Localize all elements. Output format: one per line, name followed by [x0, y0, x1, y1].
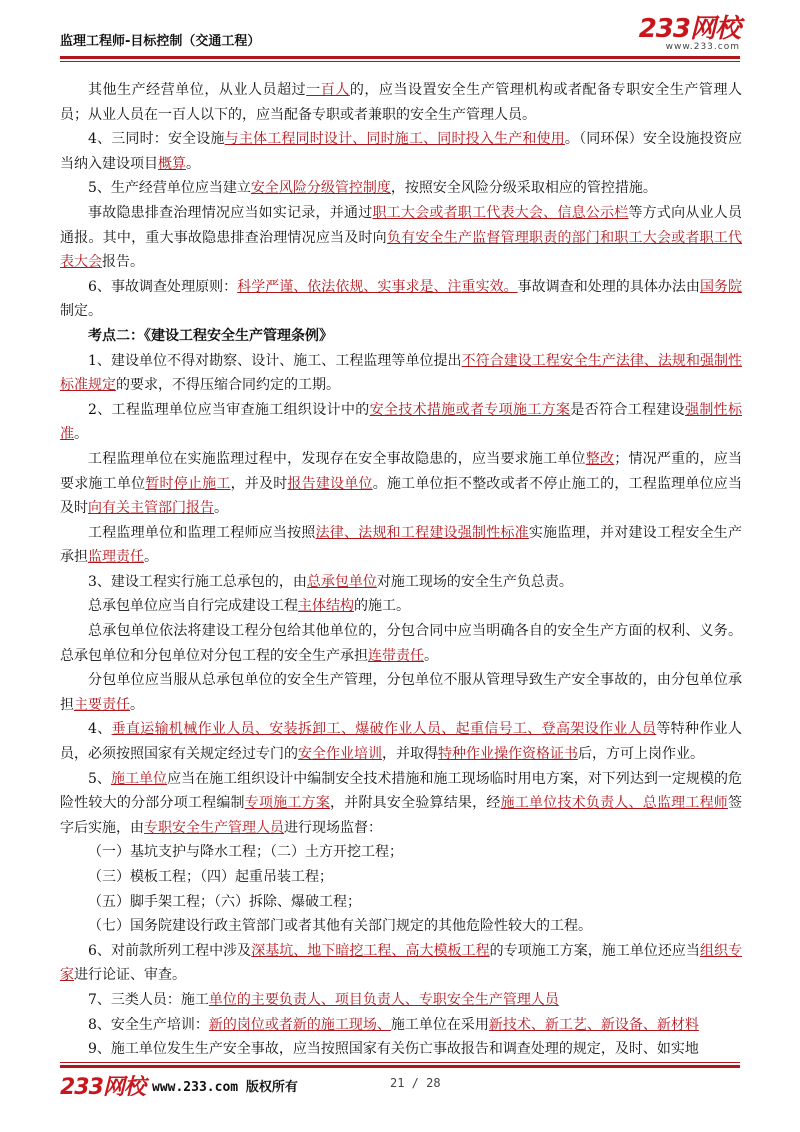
body-text: 事故隐患排查治理情况应当如实记录，并通过 — [88, 204, 373, 221]
brand-logo — [639, 16, 740, 52]
body-text: 等特种作业人员，必须按照国家有关规定经过专门的 — [60, 721, 742, 763]
key-point-text: 法律、法规和工程建设强制性标准 — [315, 524, 529, 541]
body-text: 事故调查和处理的具体办法由 — [517, 278, 700, 295]
paragraph — [60, 201, 742, 275]
paragraph — [60, 127, 742, 176]
paragraph — [60, 521, 742, 570]
paragraph — [60, 1013, 742, 1038]
body-text: 施工单位在采用 — [390, 1016, 489, 1033]
body-text: （三）模板工程；（四）起重吊装工程； — [88, 869, 333, 885]
body-text: 分包单位应当服从总承包单位的安全生产管理，分包单位不服从管理导致生产安全事故的，由分包单位承担 — [60, 672, 742, 713]
body-text: 2、工程监理单位应当审查施工组织设计中的 — [88, 401, 370, 418]
key-point-text: 强制性标准 — [60, 401, 743, 443]
logo-url: www.233.com — [665, 42, 740, 52]
key-point-text: 负有安全生产监督管理职责的部门和职工大会或者职工代表大会 — [60, 229, 743, 271]
key-point-text: 施工单位 — [110, 770, 168, 787]
paragraph — [60, 840, 742, 865]
paragraph — [60, 619, 742, 668]
body-text: 。 — [74, 426, 88, 443]
key-point-text: 施工单位技术负责人、总监理工程师 — [500, 795, 729, 812]
body-text: 3、建设工程实行施工总承包的，由 — [88, 573, 307, 590]
body-text: 等方式向从业人员通报。其中，重大事故隐患排查治理情况应当及时向 — [60, 204, 743, 246]
body-text: 是否符合工程建设 — [570, 401, 686, 418]
body-text: ，并附具安全验算结果，经 — [330, 795, 501, 812]
body-text: 其他生产经营单位，从业人员超过 — [88, 82, 307, 98]
body-text: 。 — [186, 155, 200, 172]
key-point-text: 组织专家 — [60, 942, 743, 984]
body-text: 制定。 — [60, 303, 102, 320]
paragraph — [60, 275, 742, 324]
key-point-text: 安全作业培训 — [298, 746, 382, 763]
key-point-text: 主要责任 — [74, 696, 130, 713]
body-text: ，并取得 — [382, 746, 438, 763]
key-point-text: 国务院 — [699, 278, 742, 295]
copyright-text: www.233.com 版权所有 — [152, 1080, 298, 1095]
paragraph — [60, 890, 742, 915]
body-text: 的，应当设置安全生产管理机构或者配备专职安全生产管理人员；从业人员在一百人以下的，应当配备专职或者兼职的安全生产管理人员。 — [60, 82, 743, 123]
document-title: 监理工程师-目标控制（交通工程） — [60, 34, 261, 49]
body-text: 工程监理单位在实施监理过程中，发现存在安全事故隐患的，应当要求施工单位 — [88, 450, 586, 467]
paragraph — [60, 939, 742, 988]
body-text: ；情况严重的，应当要求施工单位 — [60, 450, 743, 492]
body-text: 5、生产经营单位应当建立 — [88, 180, 251, 197]
body-text: ，并及时 — [230, 475, 288, 492]
body-text: 对施工现场的安全生产负总责。 — [376, 573, 573, 590]
key-point-text: 暂时停止施工 — [145, 475, 231, 492]
paragraph — [60, 570, 742, 595]
footer-logo: 233网校 — [60, 1075, 145, 1100]
body-text: 。 — [130, 696, 144, 713]
body-text: 4、三同时：安全设施 — [88, 131, 225, 148]
body-text: 的要求，不得压缩合同约定的工期。 — [116, 377, 340, 394]
body-text: 的专项施工方案，施工单位还应当 — [489, 942, 700, 959]
header-rule — [60, 56, 740, 59]
body-text: 7、三类人员：施工 — [88, 991, 209, 1008]
key-point-text: 专职安全生产管理人员 — [144, 819, 284, 836]
footer-rule-thin — [60, 1062, 740, 1063]
key-point-text: 新技术、新工艺、新设备、新材料 — [488, 1016, 699, 1033]
key-point-text: 职工大会或者职工代表大会、信息公示栏 — [372, 204, 629, 221]
key-point-text: 不符合建设工程安全生产法律、法规和强制性标准规定 — [60, 352, 743, 394]
paragraph — [60, 176, 742, 201]
key-point-text: 主体结构 — [298, 598, 354, 615]
body-text: 实施监理，并对建设工程安全生产承担 — [60, 524, 743, 566]
body-text: 。 — [214, 500, 228, 517]
body-text: 4、 — [88, 721, 112, 738]
paragraph — [60, 349, 742, 398]
body-text: 报告。 — [102, 254, 144, 271]
paragraph — [60, 1037, 742, 1062]
body-text: （七）国务院建设行政主管部门或者其他有关部门规定的其他危险性较大的工程。 — [88, 918, 592, 935]
key-point-text: 安全风险分级管控制度 — [250, 180, 391, 197]
key-point-text: 垂直运输机械作业人员、安装拆卸工、爆破作业人员、起重信号工、登高架设作业人员 — [111, 721, 657, 738]
key-point-text: 与主体工程同时设计、同时施工、同时投入生产和使用 — [224, 131, 565, 148]
key-point-text: 新的岗位或者新的施工现场、 — [208, 1016, 391, 1033]
paragraph — [60, 717, 742, 766]
body-text: 6、事故调查处理原则： — [88, 278, 238, 295]
page-footer — [60, 1064, 740, 1104]
key-point-text: 监理责任 — [88, 549, 144, 566]
key-point-text: 科学严谨、依法依规、实事求是、注重实效。 — [237, 278, 518, 295]
body-text: （五）脚手架工程；（六）拆除、爆破工程； — [88, 893, 361, 910]
body-text: 5、 — [88, 770, 111, 787]
body-text: 后，方可上岗作业。 — [578, 746, 704, 763]
paragraph — [60, 988, 742, 1013]
key-point-text: 报告建设单位 — [287, 475, 373, 492]
paragraph — [60, 78, 742, 127]
body-text: （一）基坑支护与降水工程；（二）土方开挖工程； — [88, 844, 403, 861]
body-text: 签字后实施，由 — [60, 795, 743, 836]
body-text: 工程监理单位和监理工程师应当按照 — [88, 524, 316, 541]
document-body — [60, 78, 742, 1062]
body-text: 9、施工单位发生生产安全事故，应当按照国家有关伤亡事故报告和调查处理的规定，及时、如实地 — [88, 1041, 699, 1058]
key-point-text: 总承包单位 — [306, 573, 377, 590]
header-rule-thin — [60, 61, 740, 62]
logo-text: 233网校 — [638, 14, 740, 44]
body-text: 总承包单位应当自行完成建设工程 — [88, 598, 298, 615]
body-text: 。 — [424, 647, 438, 664]
key-point-text: 特种作业操作资格证书 — [438, 746, 578, 763]
paragraph — [60, 398, 742, 447]
paragraph — [60, 324, 742, 349]
key-point-text: 向有关主管部门报告 — [88, 500, 214, 517]
key-point-text: 一百人 — [306, 82, 350, 98]
page-number: 21 / 28 — [390, 1076, 441, 1090]
body-text: 总承包单位依法将建设工程分包给其他单位的，分包合同中应当明确各自的安全生产方面的权利、义务。总承包单位和分包单位对分包工程的安全生产承担 — [60, 623, 742, 664]
key-point-text: 概算 — [158, 155, 186, 172]
paragraph — [60, 865, 742, 890]
body-text: 。施工单位拒不整改或者不停止施工的，工程监理单位应当及时 — [60, 475, 743, 517]
key-point-text: 整改 — [585, 450, 615, 467]
body-text: 。（同环保）安全设施投资应当纳入建设项目 — [60, 131, 742, 172]
body-text: 的施工。 — [354, 598, 410, 615]
body-text: 进行论证、审查。 — [74, 967, 186, 984]
body-text: 6、对前款所列工程中涉及 — [88, 942, 252, 959]
key-point-text: 单位的主要负责人、项目负责人、专职安全生产管理人员 — [208, 991, 559, 1008]
key-point-text: 安全技术措施或者专项施工方案 — [369, 401, 571, 418]
body-text: 应当在施工组织设计中编制安全技术措施和施工现场临时用电方案，对下列达到一定规模的危险性较大的分部分项工程编制 — [60, 770, 742, 812]
key-point-text: 深基坑、地下暗挖工程、高大模板工程 — [251, 942, 490, 959]
body-text: 1、建设单位不得对勘察、设计、施工、工程监理等单位提出 — [88, 352, 462, 369]
paragraph — [60, 447, 742, 521]
paragraph — [60, 594, 742, 619]
paragraph — [60, 767, 742, 841]
page-header — [60, 16, 740, 56]
key-point-text: 专项施工方案 — [244, 795, 331, 812]
body-text: 进行现场监督： — [284, 819, 382, 836]
body-text: ，按照安全风险分级采取相应的管控措施。 — [390, 180, 657, 197]
section-heading: 考点二：《建设工程安全生产管理条例》 — [88, 327, 333, 344]
key-point-text: 连带责任 — [368, 647, 424, 664]
body-text: 。 — [144, 549, 158, 566]
body-text: 8、安全生产培训： — [88, 1016, 209, 1033]
paragraph — [60, 668, 742, 717]
paragraph — [60, 914, 742, 939]
